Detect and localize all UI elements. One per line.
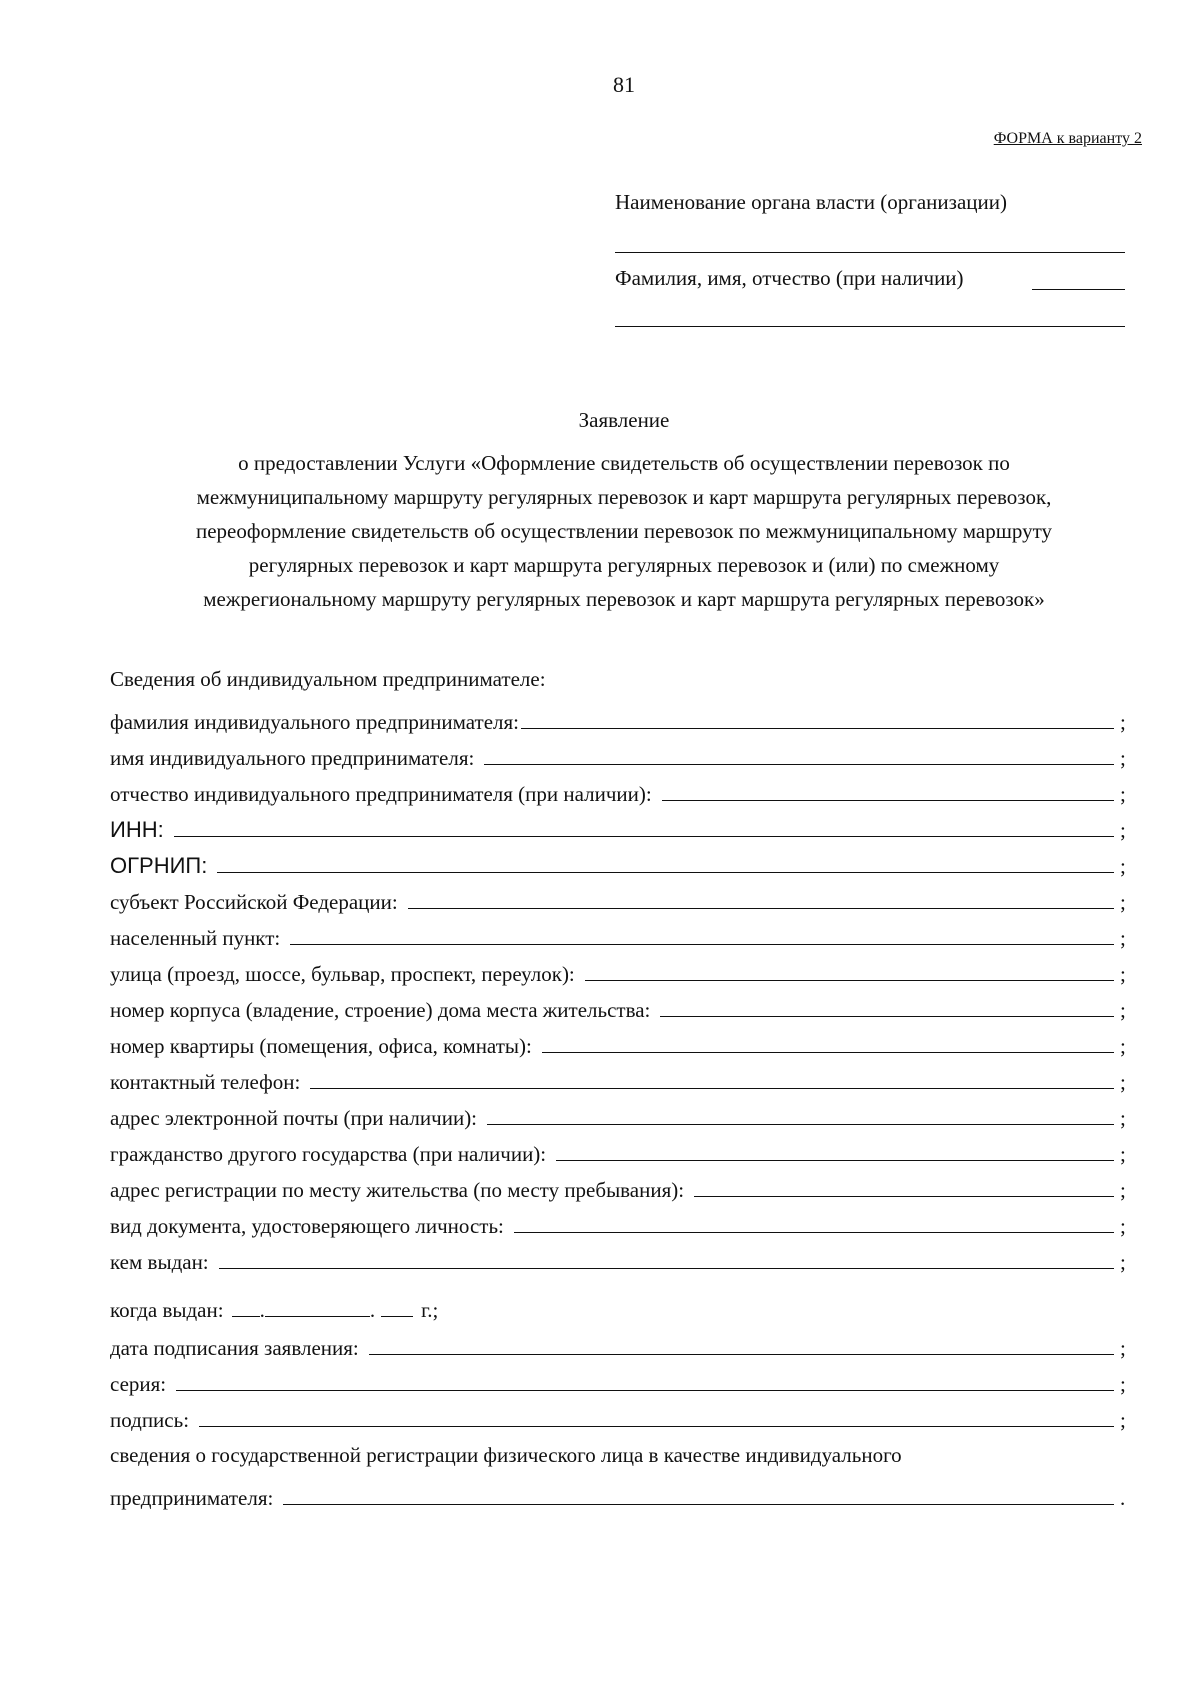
authority-input-line[interactable]: [615, 252, 1125, 253]
field-label: ОГРНИП:: [110, 853, 208, 878]
field-street[interactable]: [110, 953, 1130, 987]
field-terminator: ;: [1120, 1408, 1126, 1432]
field-terminator: ;: [1120, 1214, 1126, 1238]
field-label: серия:: [110, 1372, 167, 1396]
field-label: субъект Российской Федерации:: [110, 890, 398, 914]
field-building[interactable]: [110, 989, 1130, 1023]
field-citizenship[interactable]: [110, 1133, 1130, 1167]
form-reference: ФОРМА к варианту 2: [993, 130, 1142, 147]
field-input-line[interactable]: [484, 764, 1114, 765]
subtitle-line: межмуниципальному маршруту регулярных перевозок и карт маршрута регулярных перевозок,: [196, 485, 1052, 509]
field-phone[interactable]: [110, 1061, 1130, 1095]
fio-input-line-short[interactable]: [1032, 289, 1125, 290]
document-title: Заявление: [578, 408, 670, 432]
field-label: адрес регистрации по месту жительства (по месту пребывания):: [110, 1178, 685, 1202]
field-input-line[interactable]: [176, 1390, 1114, 1391]
field-region[interactable]: [110, 881, 1130, 915]
field-input-line[interactable]: [217, 872, 1114, 873]
field-locality[interactable]: [110, 917, 1130, 951]
field-input-line[interactable]: [408, 908, 1114, 909]
authority-label: Наименование органа власти (организации): [615, 190, 1007, 214]
date-separator: .: [259, 1298, 265, 1322]
field-label: контактный телефон:: [110, 1070, 301, 1094]
field-label: гражданство другого государства (при наличии):: [110, 1142, 547, 1166]
field-terminator: ;: [1120, 1106, 1126, 1130]
field-terminator: ;: [1120, 962, 1126, 986]
field-terminator: ;: [1120, 1034, 1126, 1058]
field-input-line[interactable]: [662, 800, 1114, 801]
field-label: имя индивидуального предпринимателя:: [110, 746, 475, 770]
field-terminator: ;: [1120, 1372, 1126, 1396]
field-input-line[interactable]: [660, 1016, 1114, 1017]
field-label: номер корпуса (владение, строение) дома места жительства:: [110, 998, 651, 1022]
field-registration-address[interactable]: [110, 1169, 1130, 1203]
field-label: подпись:: [110, 1408, 190, 1432]
field-id-document[interactable]: [110, 1205, 1130, 1239]
field-issued-by[interactable]: [110, 1241, 1130, 1275]
field-email[interactable]: [110, 1097, 1130, 1131]
field-input-line[interactable]: [487, 1124, 1114, 1125]
field-terminator: ;: [1120, 1336, 1126, 1360]
field-terminator: ;: [1120, 1070, 1126, 1094]
field-inn[interactable]: [110, 809, 1130, 843]
field-label: номер квартиры (помещения, офиса, комнаты):: [110, 1034, 532, 1058]
field-terminator: ;: [1120, 818, 1126, 842]
field-issue-date[interactable]: [110, 1289, 438, 1323]
field-input-line[interactable]: [369, 1354, 1114, 1355]
date-day-line[interactable]: [232, 1316, 260, 1317]
document-subtitle: [120, 446, 1128, 616]
field-surname[interactable]: [110, 701, 1130, 735]
field-signature[interactable]: [110, 1399, 1130, 1433]
field-series[interactable]: [110, 1363, 1130, 1397]
field-terminator: ;: [1120, 710, 1126, 734]
field-terminator: ;: [1120, 926, 1126, 950]
field-terminator: ;: [1120, 782, 1126, 806]
field-input-line[interactable]: [283, 1504, 1114, 1505]
field-label: кем выдан:: [110, 1250, 209, 1274]
section-title: Сведения об индивидуальном предпринимателе:: [110, 667, 546, 691]
subtitle-line: регулярных перевозок и карт маршрута регулярных перевозок и (или) по смежному: [248, 553, 1000, 577]
field-registration-info[interactable]: [110, 1477, 1130, 1511]
field-terminator: ;: [1120, 1250, 1126, 1274]
field-name[interactable]: [110, 737, 1130, 771]
field-label: фамилия индивидуального предпринимателя:: [110, 710, 519, 734]
field-ogrnip[interactable]: [110, 845, 1130, 879]
field-label: отчество индивидуального предпринимателя (при наличии):: [110, 782, 652, 806]
date-year-line[interactable]: [381, 1316, 413, 1317]
field-input-line[interactable]: [556, 1160, 1114, 1161]
field-label: населенный пункт:: [110, 926, 281, 950]
field-input-line[interactable]: [310, 1088, 1114, 1089]
fio-label: Фамилия, имя, отчество (при наличии): [615, 266, 964, 290]
subtitle-line: о предоставлении Услуги «Оформление свидетельств об осуществлении перевозок по: [238, 451, 1010, 475]
field-label: улица (проезд, шоссе, бульвар, проспект, переулок):: [110, 962, 575, 986]
field-input-line[interactable]: [174, 836, 1114, 837]
date-suffix: г.;: [421, 1298, 439, 1322]
field-input-line[interactable]: [514, 1232, 1114, 1233]
field-patronymic[interactable]: [110, 773, 1130, 807]
fio-input-line[interactable]: [615, 326, 1125, 327]
field-label: предпринимателя:: [110, 1486, 274, 1510]
registration-info-label: сведения о государственной регистрации физического лица в качестве индивидуального: [110, 1443, 902, 1467]
field-input-line[interactable]: [290, 944, 1114, 945]
field-label: когда выдан:: [110, 1298, 224, 1322]
field-terminator: ;: [1120, 854, 1126, 878]
field-terminator: ;: [1120, 890, 1126, 914]
field-input-line[interactable]: [199, 1426, 1114, 1427]
field-label: адрес электронной почты (при наличии):: [110, 1106, 478, 1130]
page-number: 81: [613, 72, 635, 97]
field-input-line[interactable]: [585, 980, 1114, 981]
subtitle-line: межрегиональному маршруту регулярных перевозок и карт маршрута регулярных перевозок»: [203, 587, 1045, 611]
field-terminator: ;: [1120, 1142, 1126, 1166]
field-label: дата подписания заявления:: [110, 1336, 359, 1360]
field-signing-date[interactable]: [110, 1327, 1130, 1361]
field-input-line[interactable]: [542, 1052, 1114, 1053]
field-terminator: ;: [1120, 1178, 1126, 1202]
subtitle-line: переоформление свидетельств об осуществлении перевозок по межмуниципальному маршруту: [196, 519, 1052, 543]
field-label: вид документа, удостоверяющего личность:: [110, 1214, 504, 1238]
field-input-line[interactable]: [521, 728, 1114, 729]
field-terminator: .: [1120, 1486, 1126, 1510]
date-separator: .: [369, 1298, 376, 1322]
field-label: ИНН:: [110, 817, 164, 842]
field-terminator: ;: [1120, 998, 1126, 1022]
field-terminator: ;: [1120, 746, 1126, 770]
field-apartment[interactable]: [110, 1025, 1130, 1059]
field-input-line[interactable]: [219, 1268, 1114, 1269]
field-input-line[interactable]: [694, 1196, 1114, 1197]
date-month-line[interactable]: [265, 1316, 370, 1317]
